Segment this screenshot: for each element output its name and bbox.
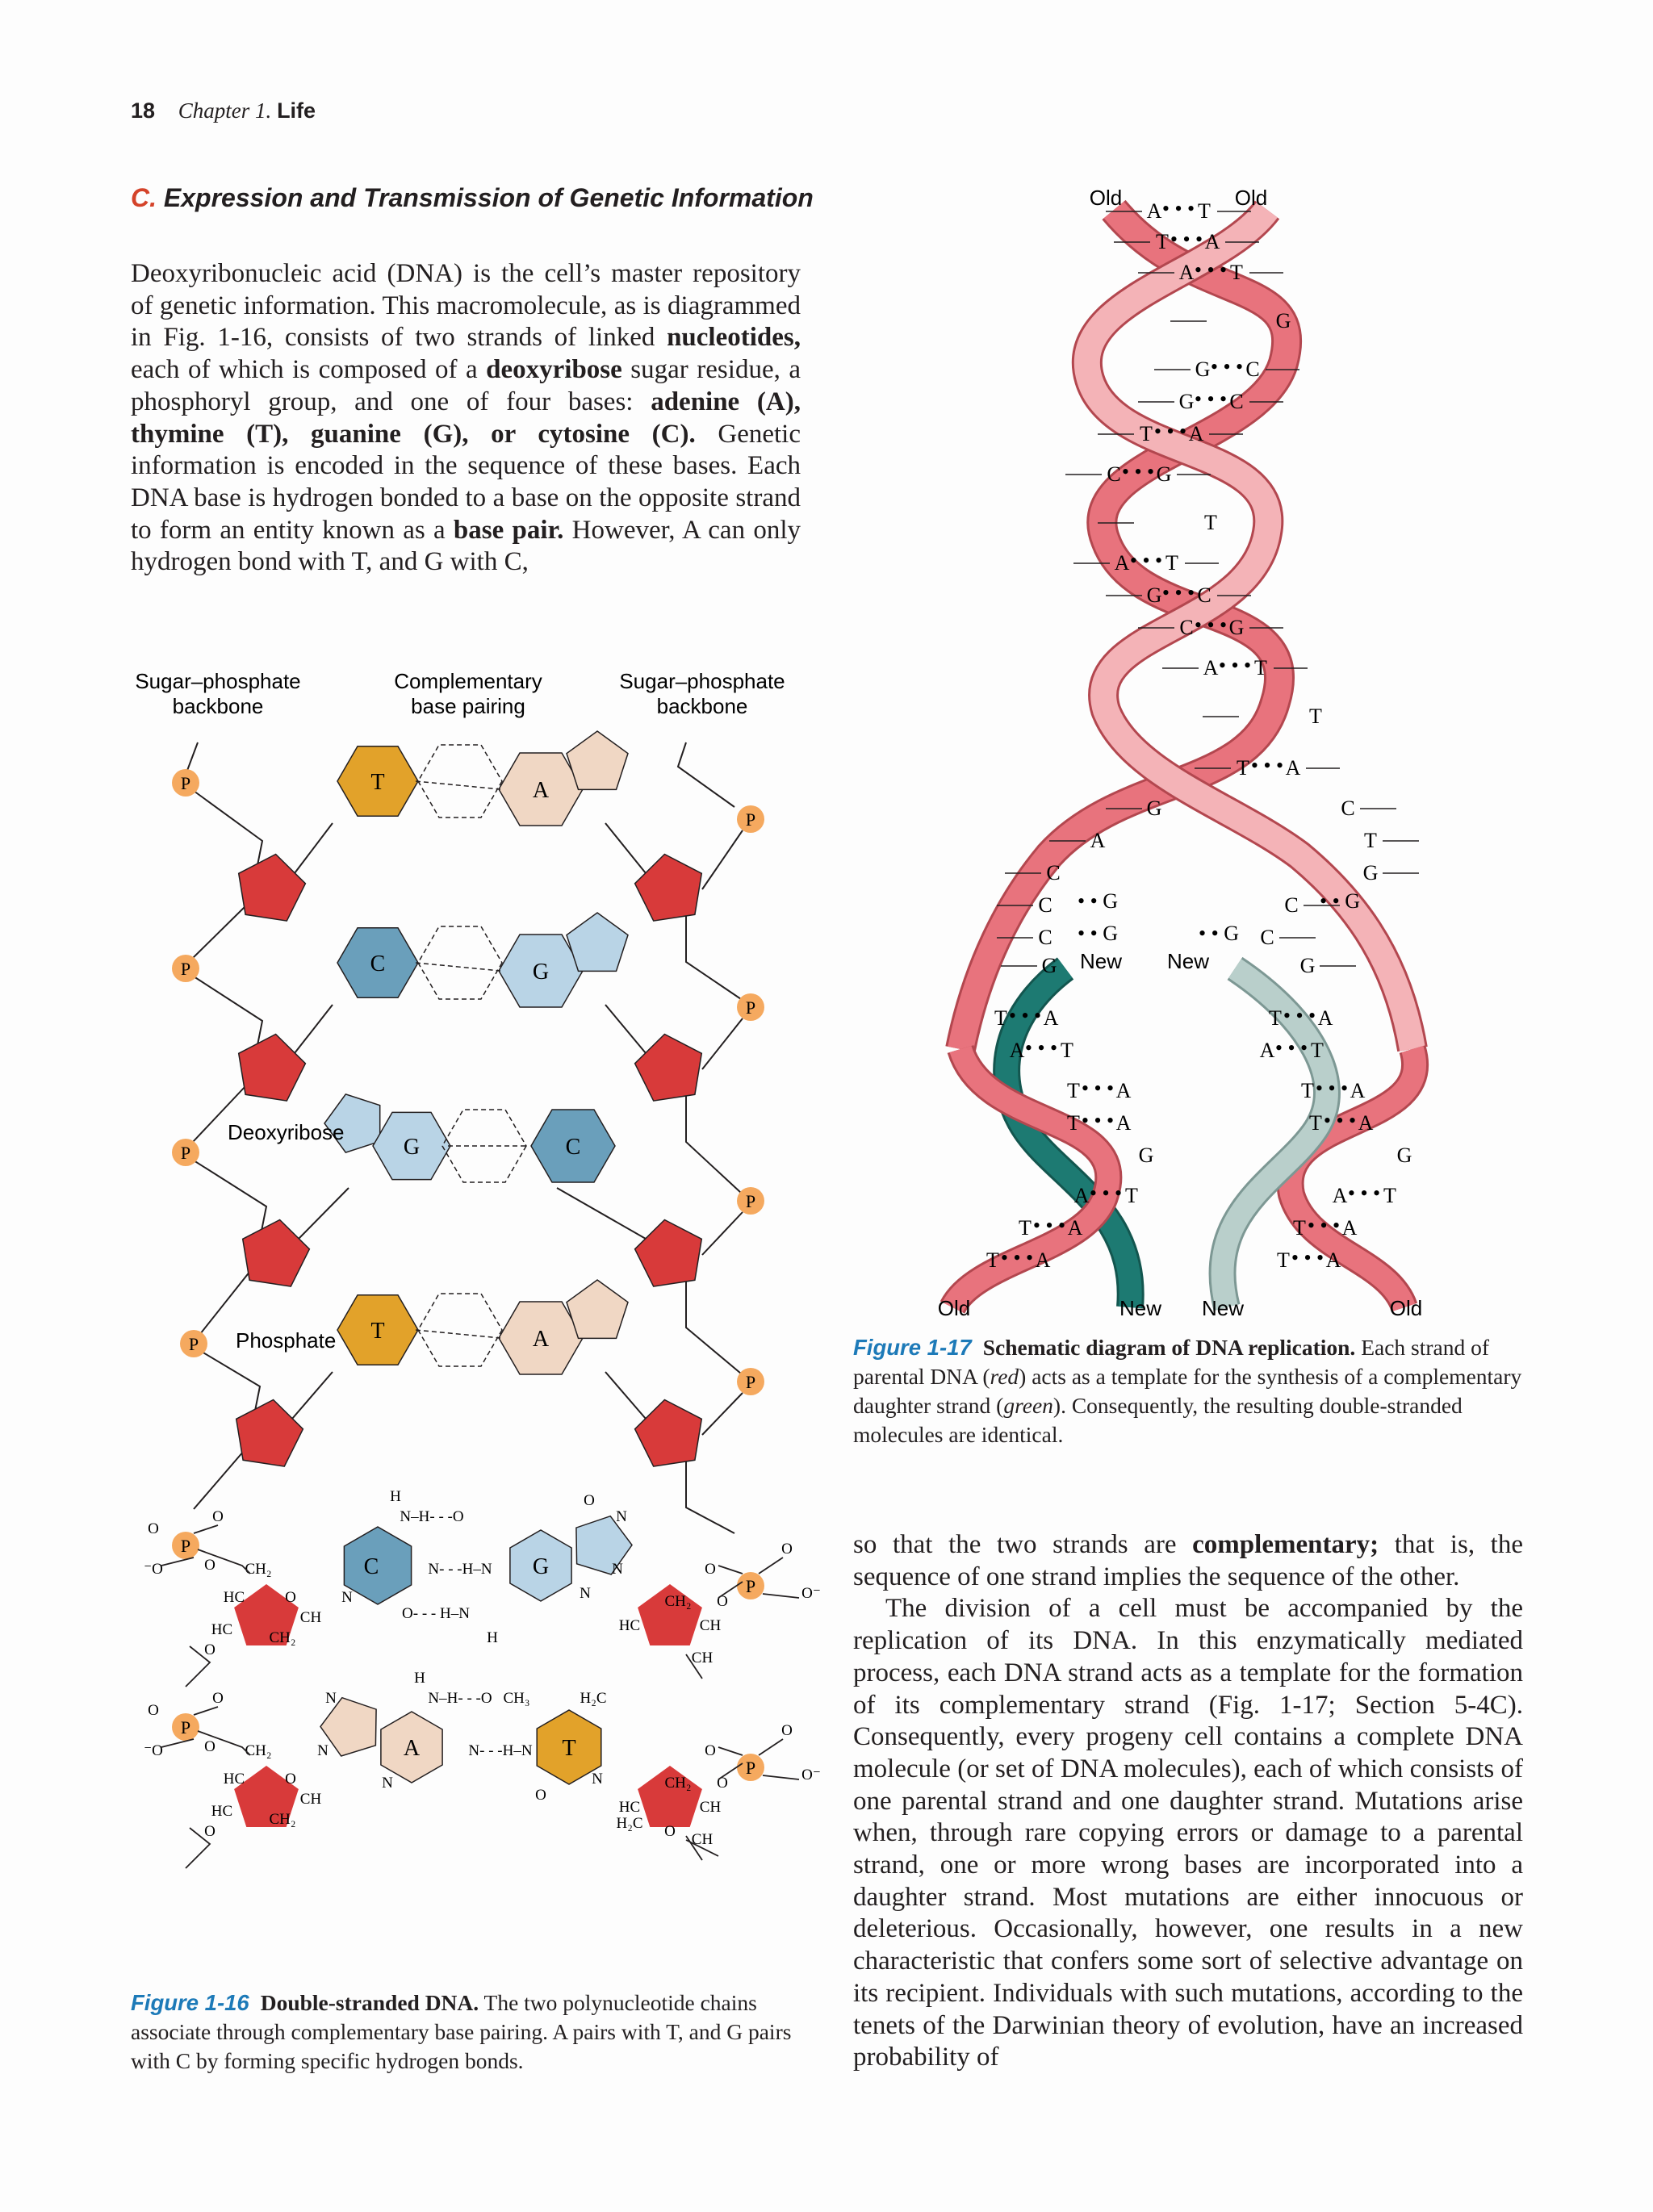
atom-label: CH (699, 1799, 722, 1816)
bold-term: deoxyribose (486, 355, 622, 385)
label-backbone-left-1: Sugar–phosphate (135, 669, 301, 693)
bold-term: nucleotides, (667, 323, 801, 353)
glycosidic-bond (295, 823, 333, 873)
hbond-dots: • • • (1170, 228, 1203, 251)
base-letter: C (1260, 926, 1274, 949)
base-letter: T (1125, 1184, 1138, 1207)
atom-label: HC (618, 1617, 641, 1634)
atom-label: CH (299, 1791, 322, 1808)
figure-1-16-caption (131, 1988, 801, 2076)
base-letter: G (1228, 616, 1245, 639)
base-letter: T (1198, 199, 1211, 223)
deoxyribose-sugar (635, 1035, 702, 1102)
atom-label: O (717, 1775, 728, 1792)
running-head (131, 98, 316, 123)
atom-label: CH₂ (664, 1593, 692, 1610)
page-number: 18 (131, 98, 156, 123)
base-letter: G (1195, 358, 1211, 381)
hbond-dots: • • • (1081, 1077, 1115, 1100)
atom-label: CH₂ (269, 1811, 296, 1828)
atom-label: H (487, 1629, 498, 1646)
purine-ring-5 (567, 731, 628, 789)
hbond-region (418, 1294, 502, 1366)
chemical-structures (144, 1488, 821, 1868)
deoxyribose-sugar (236, 1400, 303, 1467)
base-letter: C (1046, 861, 1061, 884)
phosphate-label: P (188, 1334, 199, 1354)
hbond-dots: • • • (1250, 754, 1284, 777)
hbond-dots: • • • (1032, 1214, 1066, 1237)
atom-label: O (204, 1641, 216, 1658)
label-phosphate: Phosphate (236, 1328, 337, 1353)
body-paragraph-left (131, 258, 801, 579)
hbond-region (418, 926, 502, 999)
base-letter: T (1156, 230, 1169, 253)
atom-label: CH (699, 1617, 722, 1634)
base-letter: G (1146, 797, 1162, 820)
phosphate-label: P (745, 809, 756, 830)
base-letter: C (1179, 616, 1194, 639)
text-run: so that the two strands are (853, 1530, 1193, 1559)
base-letter: G (1178, 390, 1195, 413)
base-letter: T (1383, 1184, 1396, 1207)
deoxyribose-sugar (239, 855, 306, 922)
atom-label: CH (691, 1831, 714, 1848)
hbond-dots: • • • (1291, 1246, 1324, 1269)
base-letter: G (532, 960, 550, 985)
base-letter: A (1043, 1006, 1059, 1030)
atom-label: O⁻ (801, 1767, 821, 1783)
glycosidic-bond (605, 1005, 646, 1053)
paragraph-continuation (853, 1529, 1523, 1593)
atom-label: N–H- - -O (400, 1508, 464, 1525)
glycosidic-bond (605, 1372, 646, 1419)
bold-term: adenine (A), thymine (T), guanine (G), or cytosine (C). (131, 387, 801, 449)
caption-label: Figure 1-17 (853, 1335, 972, 1360)
caption-text: Each strand of parental DNA ( (853, 1335, 1490, 1389)
atom-label: HC (211, 1621, 233, 1638)
hbond-dots: • • • (1000, 1246, 1034, 1269)
phosphate-label: P (745, 1191, 756, 1211)
base-letter: T (1237, 756, 1249, 780)
label-new-mid-right: New (1166, 949, 1210, 973)
hydrogen-bond (416, 1330, 500, 1338)
hbond-dots: • • • (1194, 387, 1228, 411)
caption-title: Double-stranded DNA. (260, 1990, 479, 2015)
base-letter: A (1146, 199, 1162, 223)
label-old-top-right: Old (1234, 186, 1268, 210)
bold-term: base pair. (453, 515, 564, 545)
figure-1-17-caption (853, 1333, 1523, 1449)
hbond-dots: • • • (1008, 1004, 1042, 1027)
atom-label: O (204, 1738, 216, 1755)
atom-label: O (705, 1561, 716, 1578)
hbond-dots: • • • (1194, 258, 1228, 282)
hbond-dots: • • • (1129, 549, 1163, 572)
base-letter: G (1146, 583, 1162, 607)
base-letter: A (1317, 1006, 1333, 1030)
base-letter: T (1204, 511, 1217, 534)
base-letter: G (1275, 309, 1291, 332)
label-old-top-left: Old (1089, 186, 1123, 210)
section-heading (131, 182, 841, 214)
text-run: that is, the sequence of one strand implies the sequence of the other. (853, 1530, 1524, 1591)
text-run: Genetic information is encoded in the sequence of these bases. Each DNA base is hydrogen bonded to a base on the opposite strand to form an entity known as a (131, 419, 801, 545)
atom-label: O (717, 1593, 728, 1610)
hbond-dots: • • • (1161, 197, 1195, 220)
glycosidic-bond (557, 1188, 646, 1239)
caption-italic-green: green (1003, 1393, 1053, 1418)
base-letter: A (1115, 1079, 1132, 1102)
caption-text: The two polynucleotide chains associate through complementary base pairing. A pairs with T, and G pairs with C by forming specific hydrogen bonds. (131, 1990, 792, 2073)
deoxyribose-sugar (635, 1400, 702, 1467)
base-letter: T (1140, 422, 1153, 445)
base-letter: T (1254, 656, 1267, 679)
phosphate-label: P (745, 1758, 756, 1778)
atom-label: CH₃ (503, 1690, 530, 1707)
label-new-bottom-right: New (1201, 1296, 1245, 1320)
hbond-dots: • • • (1081, 1109, 1115, 1132)
base-letter: C (1197, 583, 1212, 607)
atom-label: O (535, 1787, 546, 1804)
base-letter: A (1188, 422, 1204, 445)
atom-label: O (705, 1742, 716, 1759)
label-old-bottom-right: Old (1389, 1296, 1423, 1320)
hbond-dots: • • • (1323, 1109, 1357, 1132)
label-deoxyribose: Deoxyribose (228, 1120, 345, 1144)
base-letter: T (370, 1319, 385, 1344)
body-paragraph-right (853, 1529, 1523, 2074)
paragraph-replication: The division of a cell must be accompanied by the replication of its DNA. In this enzymatically mediated process, each DNA strand acts as a template for the formation of its complementary strand (Fig. 1-17; Section 5-4C). Consequently, every progeny cell contains a complete DNA molecule (or set of DNA molecules), each of which consists of one parental strand and one daughter strand. Mutations arise when, through rare copying errors or damage to a parental strand, one or more wrong bases are incorporated into a daughter strand. Most mutations are either innocuous or deleterious. Occasionally, however, one results in a new characteristic that confers some sort of selective advantage on its recipient. Individuals with such mutations, according to the tenets of the Darwinian theory of evolution, have an increased probability of (853, 1594, 1523, 2072)
base-letter: C (1107, 462, 1121, 486)
atom-label: O (781, 1541, 793, 1558)
base-letter: A (532, 1327, 550, 1352)
phosphate-label: P (180, 1717, 191, 1737)
base-letter: T (1301, 1079, 1314, 1102)
hbond-dots: • • • (1274, 1036, 1308, 1060)
base-letter: A (1073, 1184, 1090, 1207)
figure-1-17-dna-replication (928, 178, 1453, 1323)
label-backbone-left-2: backbone (172, 694, 264, 718)
atom-label: HC (223, 1589, 245, 1606)
label-pairing-2: base pairing (411, 694, 525, 718)
base-letter: T (1269, 1006, 1282, 1030)
base-letter: A (1115, 1111, 1132, 1135)
glycosidic-bond (295, 1005, 333, 1053)
atom-label: N (580, 1585, 591, 1602)
atom-label: CH₂ (664, 1775, 692, 1792)
base-letter: G (1041, 954, 1057, 977)
fork-pair: • • G (1320, 889, 1360, 913)
base-letter: C (1341, 797, 1355, 820)
hbond-dots: • • • (1089, 1181, 1123, 1205)
helix-drawing (952, 197, 1419, 1307)
base-letter: A (1341, 1216, 1358, 1240)
hbond-dots: • • • (1194, 613, 1228, 637)
atom-label: O- - - H–N (402, 1605, 470, 1622)
base-letter: T (1364, 829, 1377, 852)
base-letter: A (1285, 756, 1301, 780)
atom-label: CH₂ (245, 1742, 272, 1759)
base-letter: T (986, 1248, 999, 1272)
fork-pair: • • G (1078, 922, 1118, 945)
base-letter: A (1009, 1039, 1025, 1062)
atom-label: N (612, 1561, 623, 1578)
base-letter: A (1067, 1216, 1083, 1240)
atom-label: ⁻O (144, 1742, 163, 1759)
atom-label: N- - -H–N (468, 1742, 533, 1759)
caption-title: Schematic diagram of DNA replication. (982, 1335, 1356, 1360)
atom-label: CH₂ (245, 1561, 272, 1578)
bold-term: complementary; (1192, 1530, 1379, 1559)
fork-pair: • • G (1078, 889, 1118, 913)
hbond-dots: • • • (1161, 581, 1195, 604)
base-letter: T (1309, 1111, 1322, 1135)
phosphate-label: P (180, 1143, 191, 1163)
deoxyribose-sugar (635, 855, 702, 922)
hbond-dots: • • • (1347, 1181, 1381, 1205)
base-letter: T (1061, 1039, 1073, 1062)
deoxyribose-sugar (239, 1035, 306, 1102)
section-title: Expression and Transmission of Genetic Information (163, 183, 814, 212)
base-letter: A (532, 778, 550, 803)
atom-label: O (584, 1492, 595, 1509)
hydrogen-bond (416, 781, 500, 789)
atom-label: H₂C (616, 1815, 643, 1832)
base-letter: G (1362, 861, 1379, 884)
base-letter: T (1293, 1216, 1306, 1240)
base-letter: C (1229, 390, 1244, 413)
phosphate-label: P (745, 997, 756, 1018)
base-letter: A (403, 1736, 421, 1761)
base-letter: A (1259, 1039, 1275, 1062)
phosphate-label: P (180, 773, 191, 793)
hbond-dots: • • • (1210, 355, 1244, 378)
phosphate-label: P (745, 1576, 756, 1596)
hydrogen-bond (416, 963, 500, 971)
label-backbone-right-2: backbone (656, 694, 748, 718)
base-letter: T (370, 770, 385, 795)
atom-label: O (204, 1557, 216, 1574)
label-backbone-right-1: Sugar–phosphate (619, 669, 785, 693)
atom-label: O (285, 1589, 296, 1606)
hbond-dots: • • • (1218, 654, 1252, 677)
label-old-bottom-left: Old (937, 1296, 971, 1320)
atom-label: O⁻ (801, 1585, 821, 1602)
atom-label: N (317, 1742, 329, 1759)
glycosidic-bond (292, 1372, 333, 1419)
atom-label: O (148, 1520, 159, 1537)
deoxyribose-sugar (635, 1220, 702, 1287)
atom-label: N (382, 1775, 393, 1792)
base-letter: A (1203, 656, 1219, 679)
base-letter: C (1038, 926, 1052, 949)
text-run: Deoxyribonucleic acid (DNA) is the cell’s master repository of genetic information. This macromolecule, as is diagrammed in Fig. 1-16, consists of two strands of linked (131, 259, 801, 353)
atom-label: O (204, 1823, 216, 1840)
base-letter: T (1165, 551, 1178, 575)
atom-label: H₂C (580, 1690, 607, 1707)
glycosidic-bond (299, 1188, 349, 1239)
atom-label: N (325, 1690, 337, 1707)
atom-label: N- - -H–N (428, 1561, 492, 1578)
glycosidic-bond (605, 823, 646, 873)
base-letter: C (370, 951, 386, 976)
base-letter: T (1019, 1216, 1032, 1240)
base-letter: G (1156, 462, 1172, 486)
base-letter: A (1325, 1248, 1341, 1272)
caption-label: Figure 1-16 (131, 1990, 249, 2015)
atom-label: O (781, 1722, 793, 1739)
atom-label: O (148, 1702, 159, 1719)
base-letter: A (1204, 230, 1220, 253)
hbond-region (418, 745, 502, 817)
base-letter: C (565, 1135, 581, 1160)
atom-label: O (212, 1690, 224, 1707)
base-letter: A (1350, 1079, 1366, 1102)
atom-label: N–H- - -O (428, 1690, 492, 1707)
fork-pair: • • G (1199, 922, 1239, 945)
base-letter: A (1035, 1248, 1051, 1272)
base-letter: T (994, 1006, 1007, 1030)
atom-label: O (285, 1771, 296, 1788)
caption-text: ). Consequently, the resulting double-stranded molecules are identical. (853, 1393, 1463, 1447)
base-letter: G (1299, 954, 1316, 977)
base-letter: C (1284, 893, 1299, 917)
atom-label: CH (691, 1650, 714, 1666)
purine-ring-5 (567, 1280, 628, 1338)
base-letter: G (403, 1135, 421, 1160)
base-letter: T (1067, 1079, 1080, 1102)
base-letter: A (1332, 1184, 1348, 1207)
atom-label: H (390, 1488, 401, 1505)
atom-label: N (592, 1771, 603, 1788)
atom-label: HC (618, 1799, 641, 1816)
figure-1-16-double-stranded-dna (121, 662, 821, 1969)
label-pairing-1: Complementary (394, 669, 542, 693)
atom-label: ⁻O (144, 1561, 163, 1578)
atom-label: N (616, 1508, 627, 1525)
chapter-title: Life (277, 98, 316, 123)
phosphate-label: P (180, 959, 191, 979)
phosphate-label: P (180, 1536, 191, 1556)
text-run: sugar residue, a phosphoryl group, and one of four bases: (131, 355, 801, 416)
label-new-mid-left: New (1079, 949, 1123, 973)
base-letter: C (363, 1554, 379, 1579)
phosphate-label: P (745, 1372, 756, 1392)
hbond-dots: • • • (1315, 1077, 1349, 1100)
caption-text: ) acts as a template for the synthesis of a complementary daughter strand ( (853, 1364, 1522, 1418)
base-letter: A (1358, 1111, 1374, 1135)
base-letter: A (1114, 551, 1130, 575)
text-run: However, A can only hydrogen bond with T, and G with C, (131, 515, 801, 577)
atom-label: N (341, 1589, 353, 1606)
base-letter: T (1067, 1111, 1080, 1135)
caption-italic-red: red (990, 1364, 1019, 1389)
hbond-dots: • • • (1024, 1036, 1058, 1060)
base-letter: T (1309, 705, 1322, 728)
atom-label: CH₂ (269, 1629, 296, 1646)
deoxyribose-sugar (243, 1220, 310, 1287)
text-run: each of which is composed of a (131, 355, 487, 385)
hbond-dots: • • • (1307, 1214, 1341, 1237)
atom-label: HC (211, 1803, 233, 1820)
base-letter: C (1038, 893, 1052, 917)
section-letter: C. (131, 183, 157, 212)
purine-ring-5 (567, 913, 628, 971)
atom-label: O (664, 1823, 676, 1840)
atom-label: O (212, 1508, 224, 1525)
base-letter: T (1230, 261, 1243, 284)
base-letter: G (1138, 1144, 1154, 1167)
hbond-dots: • • • (1121, 460, 1155, 483)
base-letter: T (1311, 1039, 1324, 1062)
base-letter: C (1245, 358, 1260, 381)
hbond-dots: • • • (1153, 420, 1187, 443)
base-letter: T (1277, 1248, 1290, 1272)
base-letter: A (1090, 829, 1106, 852)
label-new-bottom-left: New (1119, 1296, 1162, 1320)
chapter-label: Chapter 1. (178, 98, 272, 123)
atom-label: CH (299, 1609, 322, 1626)
base-letter: A (1178, 261, 1195, 284)
hbond-dots: • • • (1283, 1004, 1316, 1027)
atom-label: HC (223, 1771, 245, 1788)
figure-labels (135, 669, 785, 718)
base-letter: T (562, 1736, 576, 1761)
base-letter: G (532, 1554, 550, 1579)
base-letter: G (1396, 1144, 1412, 1167)
atom-label: H (414, 1670, 425, 1687)
